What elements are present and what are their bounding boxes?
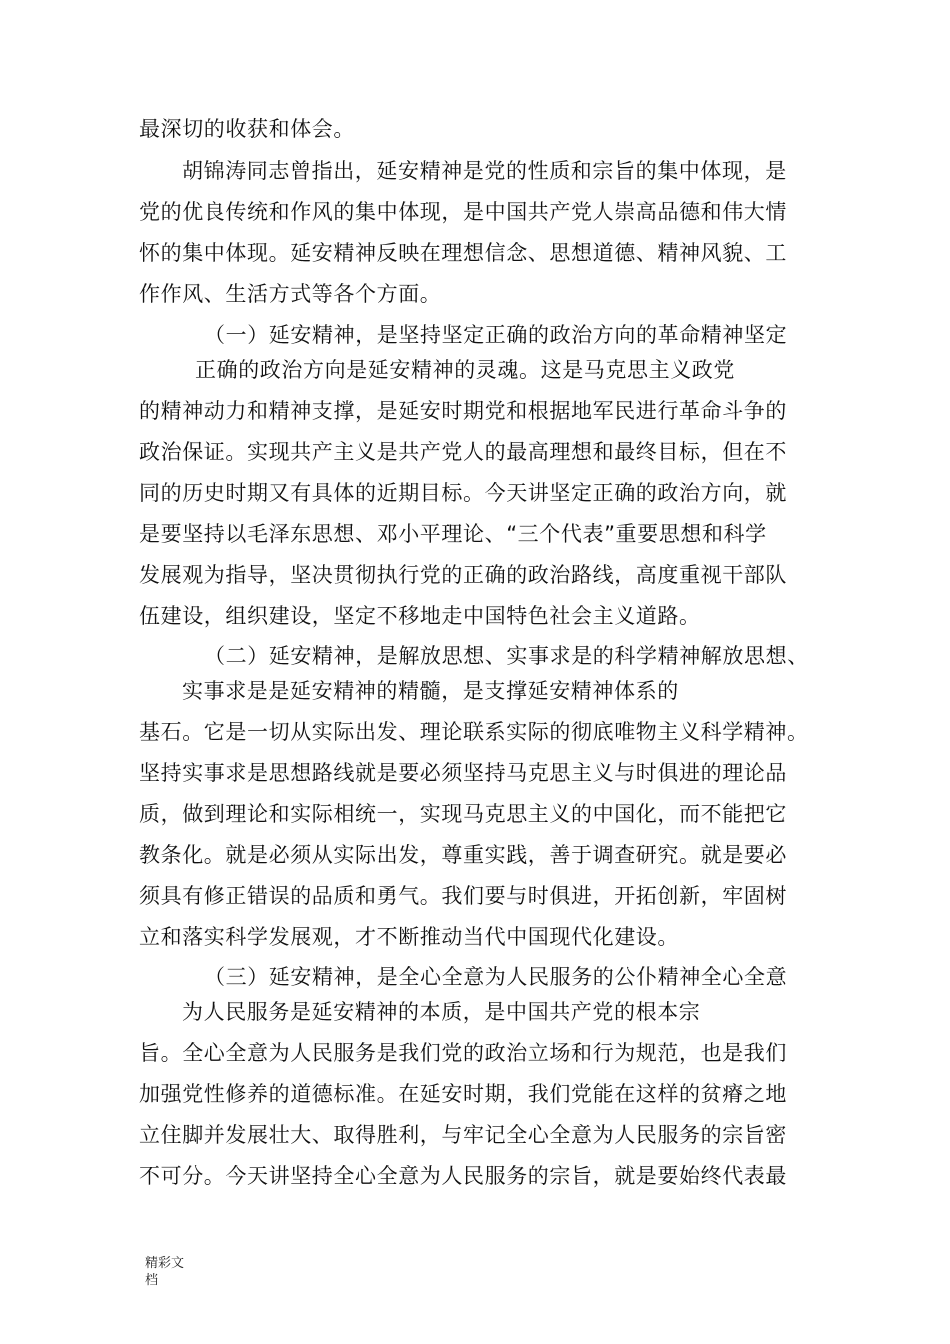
section-heading: （二）延安精神，是解放思想、实事求是的科学精神解放思想、	[204, 644, 809, 668]
text-line: 的精神动力和精神支撑，是延安时期党和根据地军民进行革命斗争的	[139, 399, 787, 423]
section-heading: （三）延安精神，是全心全意为人民服务的公仆精神全心全意	[204, 965, 788, 989]
text-line: 正确的政治方向是延安精神的灵魂。这是马克思主义政党	[195, 358, 735, 382]
text-line: 怀的集中体现。延安精神反映在理想信念、思想道德、精神风貌、工	[139, 241, 787, 265]
text-line: 发展观为指导，坚决贯彻执行党的正确的政治路线，高度重视干部队	[139, 563, 787, 587]
text-line: 伍建设，组织建设，坚定不移地走中国特色社会主义道路。	[139, 604, 701, 628]
text-line: 立和落实科学发展观，才不断推动当代中国现代化建设。	[139, 925, 679, 949]
text-line: 基石。它是一切从实际出发、理论联系实际的彻底唯物主义科学精神。	[139, 720, 809, 744]
text-line: 质，做到理论和实际相统一，实现马克思主义的中国化，而不能把它	[139, 802, 787, 826]
text-line: 最深切的收获和体会。	[139, 117, 355, 141]
text-line: 胡锦涛同志曾指出，延安精神是党的性质和宗旨的集中体现，是	[182, 159, 787, 183]
text-line: 作作风、生活方式等各个方面。	[139, 282, 442, 306]
text-line: 教条化。就是必须从实际出发，尊重实践，善于调查研究。就是要必	[139, 843, 787, 867]
text-line: 党的优良传统和作风的集中体现，是中国共产党人崇高品德和伟大情	[139, 200, 787, 224]
text-line: 不可分。今天讲坚持全心全意为人民服务的宗旨，就是要始终代表最	[139, 1164, 787, 1188]
text-line: 同的历史时期又有具体的近期目标。今天讲坚定正确的政治方向，就	[139, 481, 787, 505]
text-line: 须具有修正错误的品质和勇气。我们要与时俱进，开拓创新，牢固树	[139, 884, 787, 908]
text-line: 旨。全心全意为人民服务是我们党的政治立场和行为规范，也是我们	[139, 1041, 787, 1065]
text-line: 实事求是是延安精神的精髓，是支撑延安精神体系的	[182, 679, 679, 703]
footer-label: 精彩文档	[145, 1256, 185, 1288]
text-line: 为人民服务是延安精神的本质，是中国共产党的根本宗	[182, 1000, 701, 1024]
text-line: 立住脚并发展壮大、取得胜利，与牢记全心全意为人民服务的宗旨密	[139, 1123, 787, 1147]
text-line: 是要坚持以毛泽东思想、邓小平理论、“三个代表”重要思想和科学	[139, 522, 767, 546]
section-heading: （一）延安精神，是坚持坚定正确的政治方向的革命精神坚定	[204, 323, 788, 347]
text-line: 坚持实事求是思想路线就是要必须坚持马克思主义与时俱进的理论品	[139, 761, 787, 785]
text-line: 政治保证。实现共产主义是共产党人的最高理想和最终目标，但在不	[139, 440, 787, 464]
text-line: 加强党性修养的道德标准。在延安时期，我们党能在这样的贫瘠之地	[139, 1082, 787, 1106]
